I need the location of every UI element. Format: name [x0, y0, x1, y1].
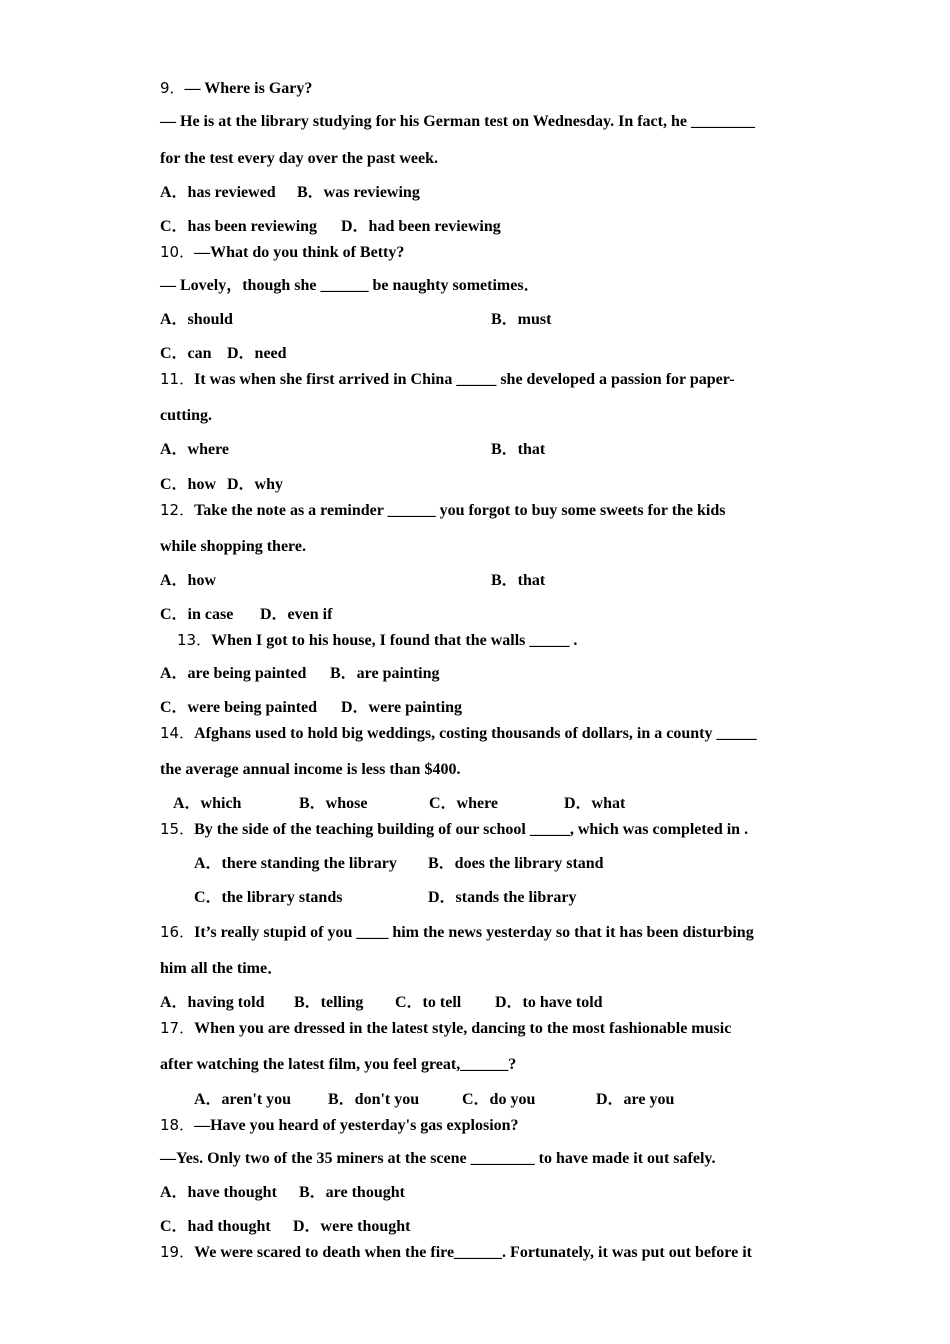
option-d: D．to have told: [495, 994, 603, 1011]
option-d: D．were thought: [293, 1218, 411, 1235]
option-c: C．where: [429, 795, 499, 812]
question-9-line-3: for the test every day over the past week.: [160, 150, 439, 167]
question-number: 9．: [160, 79, 185, 97]
option-b: B．are painting: [330, 665, 440, 682]
question-number: 17．: [160, 1019, 195, 1037]
question-16-line-1: [160, 922, 754, 943]
question-number: 12．: [160, 501, 195, 519]
option-b: B．was reviewing: [297, 184, 420, 201]
option-a: A．which: [173, 795, 242, 812]
question-text: When you are dressed in the latest style, dancing to the most fashionable music: [194, 1020, 732, 1037]
question-14-line-2: the average annual income is less than $400.: [160, 761, 461, 778]
option-a: A．aren't you: [194, 1091, 292, 1108]
option-b: B．are thought: [299, 1184, 405, 1201]
question-number: 15．: [160, 820, 195, 838]
question-text: Afghans used to hold big weddings, costing thousands of dollars, in a county _____: [194, 725, 757, 742]
question-16-line-2: him all the time．: [160, 960, 284, 977]
question-9-line-1: [160, 78, 312, 99]
option-d: D．even if: [260, 606, 333, 623]
option-d: D．stands the library: [428, 889, 577, 906]
question-text: It’s really stupid of you ____ him the news yesterday so that it has been disturbing: [194, 924, 754, 941]
option-c: C．can: [160, 345, 212, 362]
question-text: By the side of the teaching building of our school _____, which was completed in .: [194, 821, 749, 838]
option-c: C．how: [160, 476, 217, 493]
option-a: A．are being painted: [160, 665, 307, 682]
option-d: D．had been reviewing: [341, 218, 501, 235]
question-12-line-1: [160, 500, 726, 521]
question-18-line-2: —Yes. Only two of the 35 miners at the scene ________ to have made it out safely.: [160, 1150, 716, 1167]
question-10-line-2: — Lovely，though she ______ be naughty sometimes．: [160, 277, 540, 294]
question-14-line-1: [160, 723, 756, 744]
question-11-line-2: cutting.: [160, 407, 212, 424]
question-9-line-2: — He is at the library studying for his German test on Wednesday. In fact, he ________: [160, 113, 755, 130]
option-b: B．does the library stand: [428, 855, 604, 872]
question-text: —Have you heard of yesterday's gas explosion?: [194, 1117, 519, 1134]
question-13-line-1: [177, 630, 577, 651]
option-b: B．that: [491, 441, 546, 458]
question-number: 13．: [177, 631, 212, 649]
question-number: 18．: [160, 1116, 195, 1134]
question-12-line-2: while shopping there.: [160, 538, 306, 555]
option-b: B．telling: [294, 994, 364, 1011]
option-b: B．that: [491, 572, 546, 589]
question-19-line-1: [160, 1242, 752, 1263]
question-number: 10．: [160, 243, 195, 261]
question-number: 14．: [160, 724, 195, 742]
option-c: C．were being painted: [160, 699, 318, 716]
option-c: C．the library stands: [194, 889, 343, 906]
question-text: It was when she first arrived in China _____ she developed a passion for paper-: [194, 371, 735, 388]
question-number: 11．: [160, 370, 195, 388]
option-a: A．has reviewed: [160, 184, 276, 201]
option-c: C．had thought: [160, 1218, 271, 1235]
option-a: A．have thought: [160, 1184, 277, 1201]
option-b: B．don't you: [328, 1091, 420, 1108]
question-10-line-1: [160, 242, 404, 263]
question-text: We were scared to death when the fire______. Fortunately, it was put out before it: [194, 1244, 752, 1261]
option-d: D．what: [564, 795, 626, 812]
question-number: 19．: [160, 1243, 195, 1261]
option-b: B．must: [491, 311, 552, 328]
question-text: —What do you think of Betty?: [194, 244, 405, 261]
option-a: A．where: [160, 441, 230, 458]
option-a: A．how: [160, 572, 217, 589]
option-d: D．why: [227, 476, 284, 493]
question-17-line-1: [160, 1018, 731, 1039]
question-11-line-1: [160, 369, 735, 390]
question-text: Take the note as a reminder ______ you forgot to buy some sweets for the kids: [194, 502, 726, 519]
question-18-line-1: [160, 1115, 519, 1136]
option-a: A．there standing the library: [194, 855, 397, 872]
option-b: B．whose: [299, 795, 368, 812]
option-c: C．in case: [160, 606, 234, 623]
option-d: D．need: [227, 345, 287, 362]
option-a: A．should: [160, 311, 233, 328]
option-a: A．having told: [160, 994, 265, 1011]
option-c: C．do you: [462, 1091, 536, 1108]
question-17-line-2: after watching the latest film, you feel great,______?: [160, 1056, 517, 1073]
option-c: C．to tell: [395, 994, 462, 1011]
question-15-line-1: [160, 819, 748, 840]
question-text: When I got to his house, I found that the walls _____ .: [211, 632, 578, 649]
question-number: 16．: [160, 923, 195, 941]
option-d: D．were painting: [341, 699, 463, 716]
option-d: D．are you: [596, 1091, 675, 1108]
question-text: — Where is Gary?: [184, 80, 313, 97]
option-c: C．has been reviewing: [160, 218, 318, 235]
